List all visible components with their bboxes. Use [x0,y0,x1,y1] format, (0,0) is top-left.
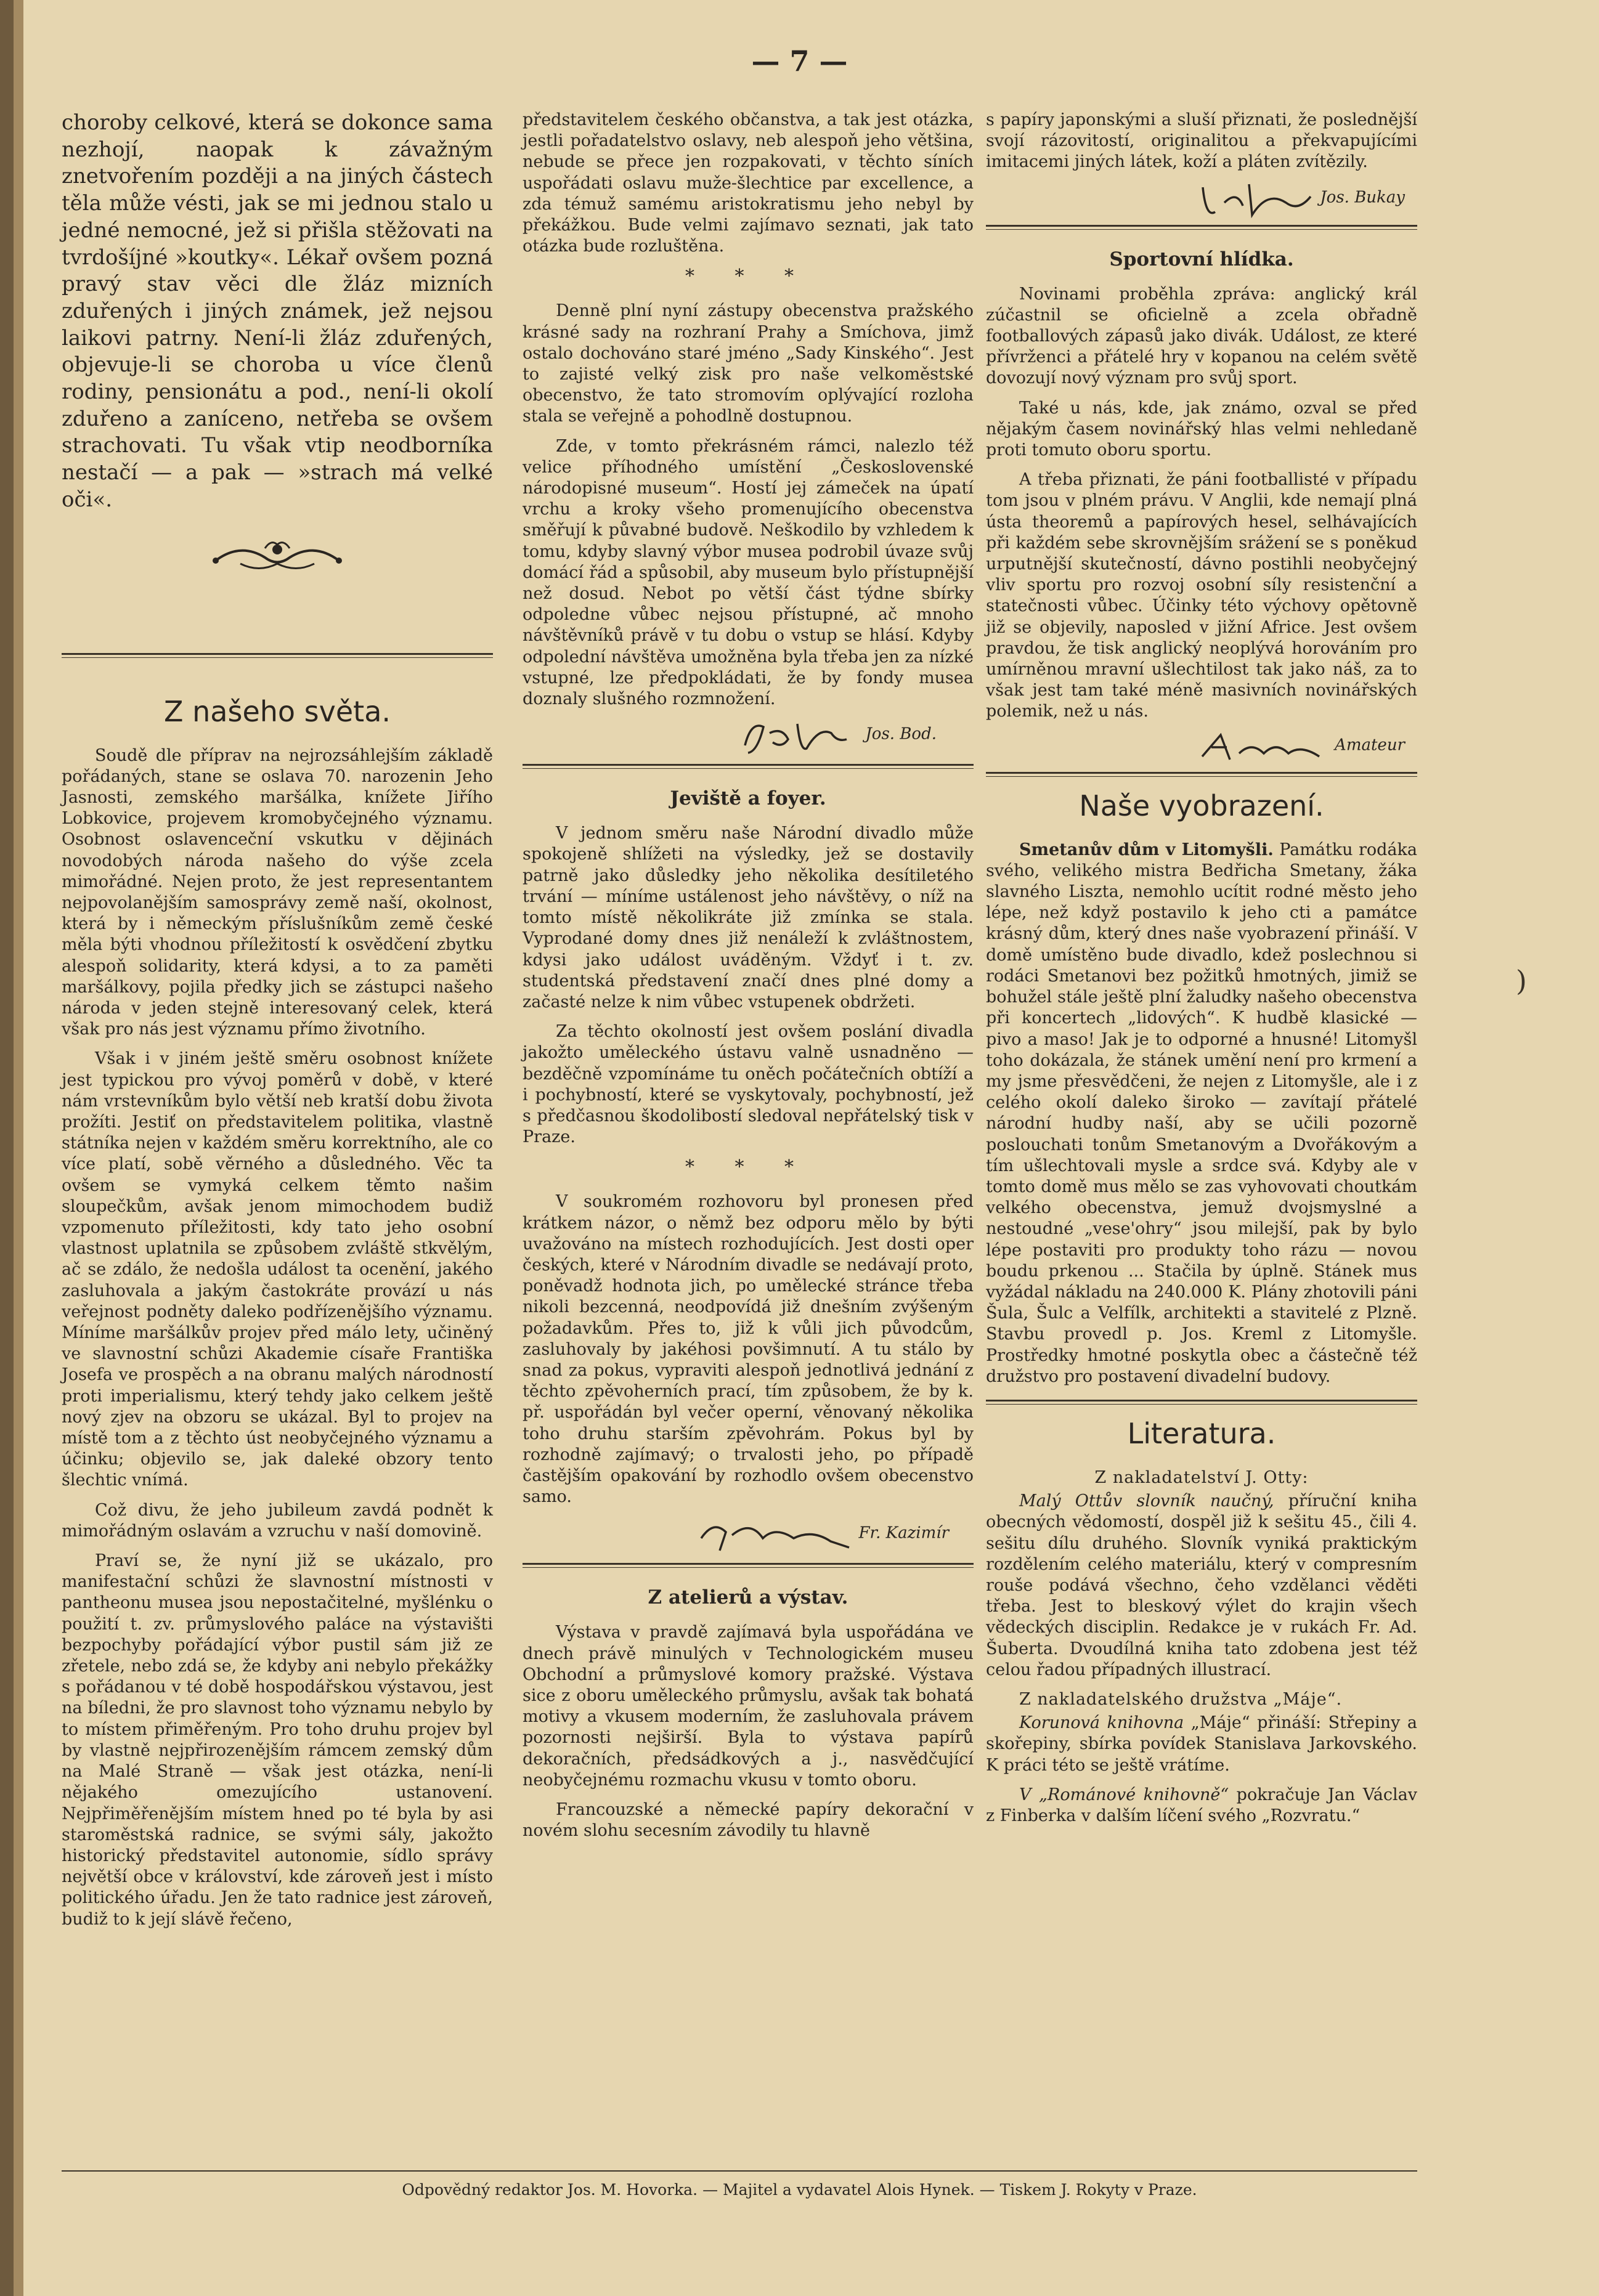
signature-icon [1196,729,1332,766]
page-binding-shadow [14,0,23,2296]
article-paragraph: Však i v jiném ještě směru osobnost knížete jest typickou pro vývoj poměrů v době, v které nám vrstevníkům bylo větší neb kratší dobu života prožíti. Jestiť on představitelem politika, vlastně státníka nejen v každém směru korrektního, ale co více platí, sobě věrného a důsledného. Věc ta ovšem se vymyká celkem těmto našim sloupečkům, avšak jenom mimochodem budiž vzpomenuto příležitosti, kdy tato jeho osobní vlastnost uplatnila se způsobem zvláště stkvělým, ač se zdálo, že nedošla událost ta ocenění, jakého zasluhovala a jakým častokráte provází u nás veřejnost podněty daleko podřízenějšího významu. Míníme maršálkův projev před málo lety, učiněný ve slavnostní schůzi Akademie císaře Františka Josefa ve prospěch a na obranu malých národností proti imperialismu, který tehdy jako celkem ještě nový zjev na obzoru se ukázal. Byl to projev na místě tom a z těchto úst neobyčejného významu a účinku; objevilo se, jak daleké obzory tento šlechtic vnímá. [62,1049,493,1490]
publisher-heading: Z nakladatelství J. Otty: [1094,1467,1309,1487]
article-paragraph [986,1713,1417,1776]
section-stars: * * * [685,1156,812,1178]
section-title-atelier: Z atelierů a výstav. [648,1586,848,1609]
article-paragraph: Výstava v pravdě zajímavá byla uspořádána ve dnech právě minulých v Technologickém museu Obchodní a průmyslové komory pražské. Výstava sice z oboru uměleckého průmyslu, avšak tak bohatá motivy a vkusem moderním, že zasluhovala právem pozornosti nejširší. Byla to výstava papírů dekoračních, předsádkových a j., nasvědčující neobyčejnému rozmachu vkusu v tomto oboru. [523,1623,974,1790]
signature-text: Jos. Bukay [1320,188,1405,207]
signature-icon [739,715,862,758]
article-text: příruční kniha obecných vědomostí, dospěl již k sešitu 45., čili 4. sešitu dílu druhého. Slovník vyniká praktickým rozdělením celého materiálu, který v compresním rouše podává všechno, čeho vzdělanci věděti třeba. Jest to bleskový výlet do krajin všech vědeckých disciplin. Redakce je v rukách Fr. Ad. Šuberta. Dvoudílná kniha tato zdobena jest též celou řadou případných illustrací. [986,1491,1417,1679]
publisher-heading: Z nakladatelského družstva „Máje“. [1019,1689,1343,1709]
signature-icon [1194,178,1317,221]
section-divider [986,772,1417,777]
signature-text: Jos. Bod. [865,724,937,744]
article-paragraph: V soukromém rozhovoru byl pronesen před krátkem názor, o němž bez odporu mělo by býti uvažováno na místech rozhodujících. Jest dosti oper českých, které v Národním divadle se nedávají proto, poněvadž hodnota jich, po umělecké stránce třeba nikoli bezcenná, neodpovídá již dnešním zvýšeným požadavkům. Přes to, již k vůli jich původcům, zasluhovaly by jakéhosi povšimnutí. A tu stálo by snad za pokus, vypraviti alespoň jednotlivá jednání z těchto zpěvoherních prací, tím způsobem, že by k. př. uspořádán byl večer operní, věnovaný několika toho druhu starším zpěvohrám. Pokus byl by rozhodně zajímavý; o trvalosti jeho, po případě častějším opakování by rozhodlo ovšem obecenstvo samo. [523,1192,974,1507]
section-title-z-naseho-sveta: Z našeho světa. [164,694,391,728]
article-paragraph: Francouzské a německé papíry dekorační v novém slohu secesním závodily tu hlavně [523,1800,974,1841]
article-paragraph: Soudě dle příprav na nejrozsáhlejším základě pořádaných, stane se oslava 70. narozenin Jeho Jasnosti, zemského maršálka, knížete Jiřího Lobkovice, projevem kromobyčejného významu. Osobnost oslavenceční vskutku v dějinách novodobých národa našeho do výše zcela mimořádné. Nejen proto, že jest representantem nejpovolanějším samosprávy země naší, okolnost, která by i německým příslušníkům země české měla býti vhodnou příležitostí k osvědčení zbytku alespoň solidarity, která kdysi, a to za paměti maršálkovy, pojila předky jich se zástupci našeho národa v jeden stejně interesovaný celek, která však pro nás jest významu přímo životního. [62,745,493,1039]
book-title: Korunová knihovna [1019,1713,1184,1733]
signature-icon [695,1514,855,1557]
page-binding-edge [0,0,14,2296]
section-divider [986,1400,1417,1405]
section-title-jeviste: Jeviště a foyer. [670,787,826,810]
article-paragraph: Novinami proběhla zpráva: anglický král zúčastnil se oficielně a zcela obřadně footballových zápasů jako divák. Událost, ze které přívrženci a přátelé hry v kopanou na celém světě dovozují nový význam pro svůj sport. [986,284,1417,388]
article-text: „Máje“ přináší: Střepiny a skořepiny, sbírka povídek Stanislava Jarkovského. K práci této se ještě vrátíme. [986,1713,1417,1775]
footer-imprint: Odpovědný redaktor Jos. M. Hovorka. — Majitel a vydavatel Alois Hynek. — Tiskem J. Rokyty v Praze. [402,2181,1197,2199]
section-divider [523,1563,974,1568]
article-text: Památku rodáka svého, velikého mistra Bedřicha Smetany, žáka slavného Liszta, nemohlo ucítit rodné město jeho lépe, než když postavilo k jeho cti a památce krásný dům, který dnes naše vyobrazení přináší. V domě umístěno bude divadlo, kdež poslechnou si rodáci Smetanovi bez požitků hmotných, jimiž se bohužel stále ještě plní žaludky našeho obecenstva při koncertech „lidových“. K hudbě klasické — pivo a maso! Jak je to odporné a hnusné! Litomyšl toho dokázala, že stánek umění není pro krmení a my jsme přesvědčeni, že nejen z Litomyšle, ale i z celého okolí daleko široko — zavítají přátelé národní hudby naší, aby se učili pozorně poslouchati tonům Smetanovým a Dvořákovým a tím ušlechtovali mysle a srdce svá. Kdyby ale v tomto domě mus mělo se zas vyhovovati choutkám velkého obecenstva, jemuž dvojsmyslné a nestoudné „vese'ohry“ jsou milejší, pak by bylo lépe postaviti pro produkty toho rázu — novou boudu prkenou ... Stačila by úplně. Stánek mus vyžádal nákladu na 240.000 K. Plány zhotovili páni Šula, Šulc a Velfílk, architekti a stavitelé z Plzně. Stavbu provedl p. Jos. Kreml z Litomyšle. Prostředky hmotné poskytla obec a částečně též družstvo pro postavení divadelní budovy. [986,840,1417,1386]
ornament-icon [203,536,351,579]
article-paragraph: s papíry japonskými a sluší přiznati, že poslednější svojí rázovitostí, originalitou a překvapujícími imitacemi jiných látek, koží a pláten zvítězily. [986,110,1417,172]
article-paragraph: V jednom směru naše Národní divadlo může spokojeně shlížeti na výsledky, jež se dostavily patrně jako důsledky jeho několika desítiletého trvání — míníme ustálenost jeho návštěvy, o níž na tomto místě několikráte již zmínka se stala. Vyprodané domy dnes již nenáleží k zvláštnostem, kdysi jako událost uváděným. Vždyť i t. zv. studentská představení značí dnes plné domy a začasté nelze k nim vůbec vstupenek obdržeti. [523,824,974,1012]
intro-paragraph: choroby celkové, která se dokonce sama nezhojí, naopak k závažným znetvořením později a na jiných částech těla může vésti, jak se mi jednou stalo u jedné nemocné, jež si přišla stěžovati na tvrdošíjné »koutky«. Lékař ovšem pozná pravý stav věci dle žláz mizních zduřených i jiných známek, jež nejsou laikovi patrny. Není-li žláz zduřených, objevuje-li se choroba u více členů rodiny, pensionátu a pod., není-li okolí zduřeno a zanícenо, netřeba se ovšem strachovati. Tu však vtip neodborníka nestačí — a pak — »strach má velké oči«. [62,110,493,512]
page-number: — 7 — [751,44,848,78]
article-text: pokračuje Jan Václav z Finberka v dalším líčení svého „Rozvratu.“ [986,1785,1417,1825]
article-paragraph [986,1785,1417,1827]
article-paragraph [986,840,1417,1387]
book-title: „Románové knihovně“ [1039,1785,1229,1804]
article-paragraph [986,1491,1417,1681]
margin-bracket: ) [1516,964,1527,997]
section-divider [986,225,1417,230]
article-paragraph: Také u nás, kde, jak známo, ozval se před nějakým časem novinářský hlas velmi nehledaně proti tomuto oboru sportu. [986,398,1417,460]
article-paragraph: A třeba přiznati, že páni footballisté v případu tom jsou v plném právu. V Anglii, kde nemají plná ústa theoremů a papírových hesel, selhávajících při každém sebe skrovnějším srážení se s poněkud urputnější skutečností, dávno postihli neobyčejný vliv sportu pro rozvoj osobní síly resistenční a statečnosti vůbec. Účinky této výchovy opětovně již se objevily, naposled v jižní Africe. Jest ovšem pravdou, že tisk anglický neoplývá horováním pro umírněnou mravní ušlechtilost tak jako náš, za to však jest tam také méně masivních novinářských polemik, než u nás. [986,470,1417,721]
footer-divider [62,2170,1417,2172]
signature-text: Fr. Kazimír [858,1523,949,1543]
column-right [986,110,1417,1835]
article-paragraph: Zde, v tomto překrásném rámci, nalezlo též velice příhodného umístění „Československé národopisné museum“. Hostí jej zámeček na úpatí vrchu a kroky všeho promenujícího obecenstva směřují k půvabné budově. Neškodilo by vzhledem k tomu, kdyby slavný výbor musea podrobil úvaze svůj domácí řád a spůsobil, aby museum bylo přístupnější než dosud. Nebot po větší část týdne sbírky odpoledne vůbec nejsou přístupné, ač mnoho návštěvníků právě v tu dobu o vstup se hlásí. Kdyby odpolední návštěva umožněna byla třeba jen za nízké vstupné, lze předpokládati, že by fondy musea doznaly slušného rozmnožení. [523,436,974,709]
article-paragraph: Praví se, že nyní již se ukázalo, pro manifestační schůzi že slavnostní místnosti v pantheonu musea jsou nepostačitelné, myšlénku o použití t. zv. průmyslového paláce na výstavišti bezpochyby pořádající výbor pustil sám již ze zřetele, nebo zdá se, že kdyby ani nebylo překážky s pořádanou v té době hospodářskou výstavou, jest na bíledni, že pro slavnost toho významu nebylo by to místem přiměřeným. Pro toho druhu projev byl by vlastně nejpřirozenějším rámcem zemský dům na Malé Straně — však jest otázka, není-li nějakého omezujícího ustanovení. Nejpřiměřenějším místem hned po té byla by asi staroměstská radnice, se svými sály, jakožto historický představitel autonomie, sídlo správy největší obce v království, kde zároveň jest i místo politického úřadu. Jen že tato radnice jest zároveň, budiž to k její slávě řečeno, [62,1551,493,1929]
section-title-sport: Sportovní hlídka. [1109,248,1294,270]
signature-text: Amateur [1335,736,1405,755]
article-paragraph: Denně plní nyní zástupy obecenstva pražského krásné sady na rozhraní Prahy a Smíchova, jimž ostalo dochováno staré jméno „Sady Kinského“. Jest to zajisté velký zisk pro naše velkoměstské obecenstvo, že tato stromovím oplývající rozloha stala se veřejně a pohodlně dostupnou. [523,301,974,426]
book-title-prefix: V [1019,1785,1031,1804]
article-paragraph: Což divu, že jeho jubileum zavdá podnět k mimořádným oslavám a vzruchu v naší domovině. [62,1500,493,1541]
section-title-literatura: Literatura. [1127,1416,1276,1450]
book-title: Malý Ottův slovník naučný, [1019,1491,1274,1511]
section-title-vyobrazeni: Naše vyobrazení. [1079,789,1324,822]
section-divider [523,764,974,769]
section-stars: * * * [685,266,812,288]
section-divider [62,653,493,658]
column-left [62,110,493,1939]
article-paragraph: Za těchto okolností jest ovšem poslání divadla jakožto uměleckého ústavu valně usnadněno — bezděčně vzpomínáme tu oněch počátečních obtíží a i pochybností, které se vyskytovaly, pochybností, jež s předčasnou škodolibostí sledoval nepřátelský tisk v Praze. [523,1022,974,1147]
column-middle [523,110,974,1850]
article-lead: Smetanův dům v Litomyšli. [1019,840,1274,859]
article-paragraph: představitelem českého občanstva, a tak jest otázka, jestli pořadatelstvo oslavy, neb alespoň jeho většina, nebude se přece jen rozpakovati, v těchto síních uspořádati oslavu muže-šlechtice par excellence, a zda témuž samému aristokratismu jeho nebyl by překážkou. Bude velmi zajímavo seznati, jak tato otázka bude rozluštěna. [523,110,974,256]
